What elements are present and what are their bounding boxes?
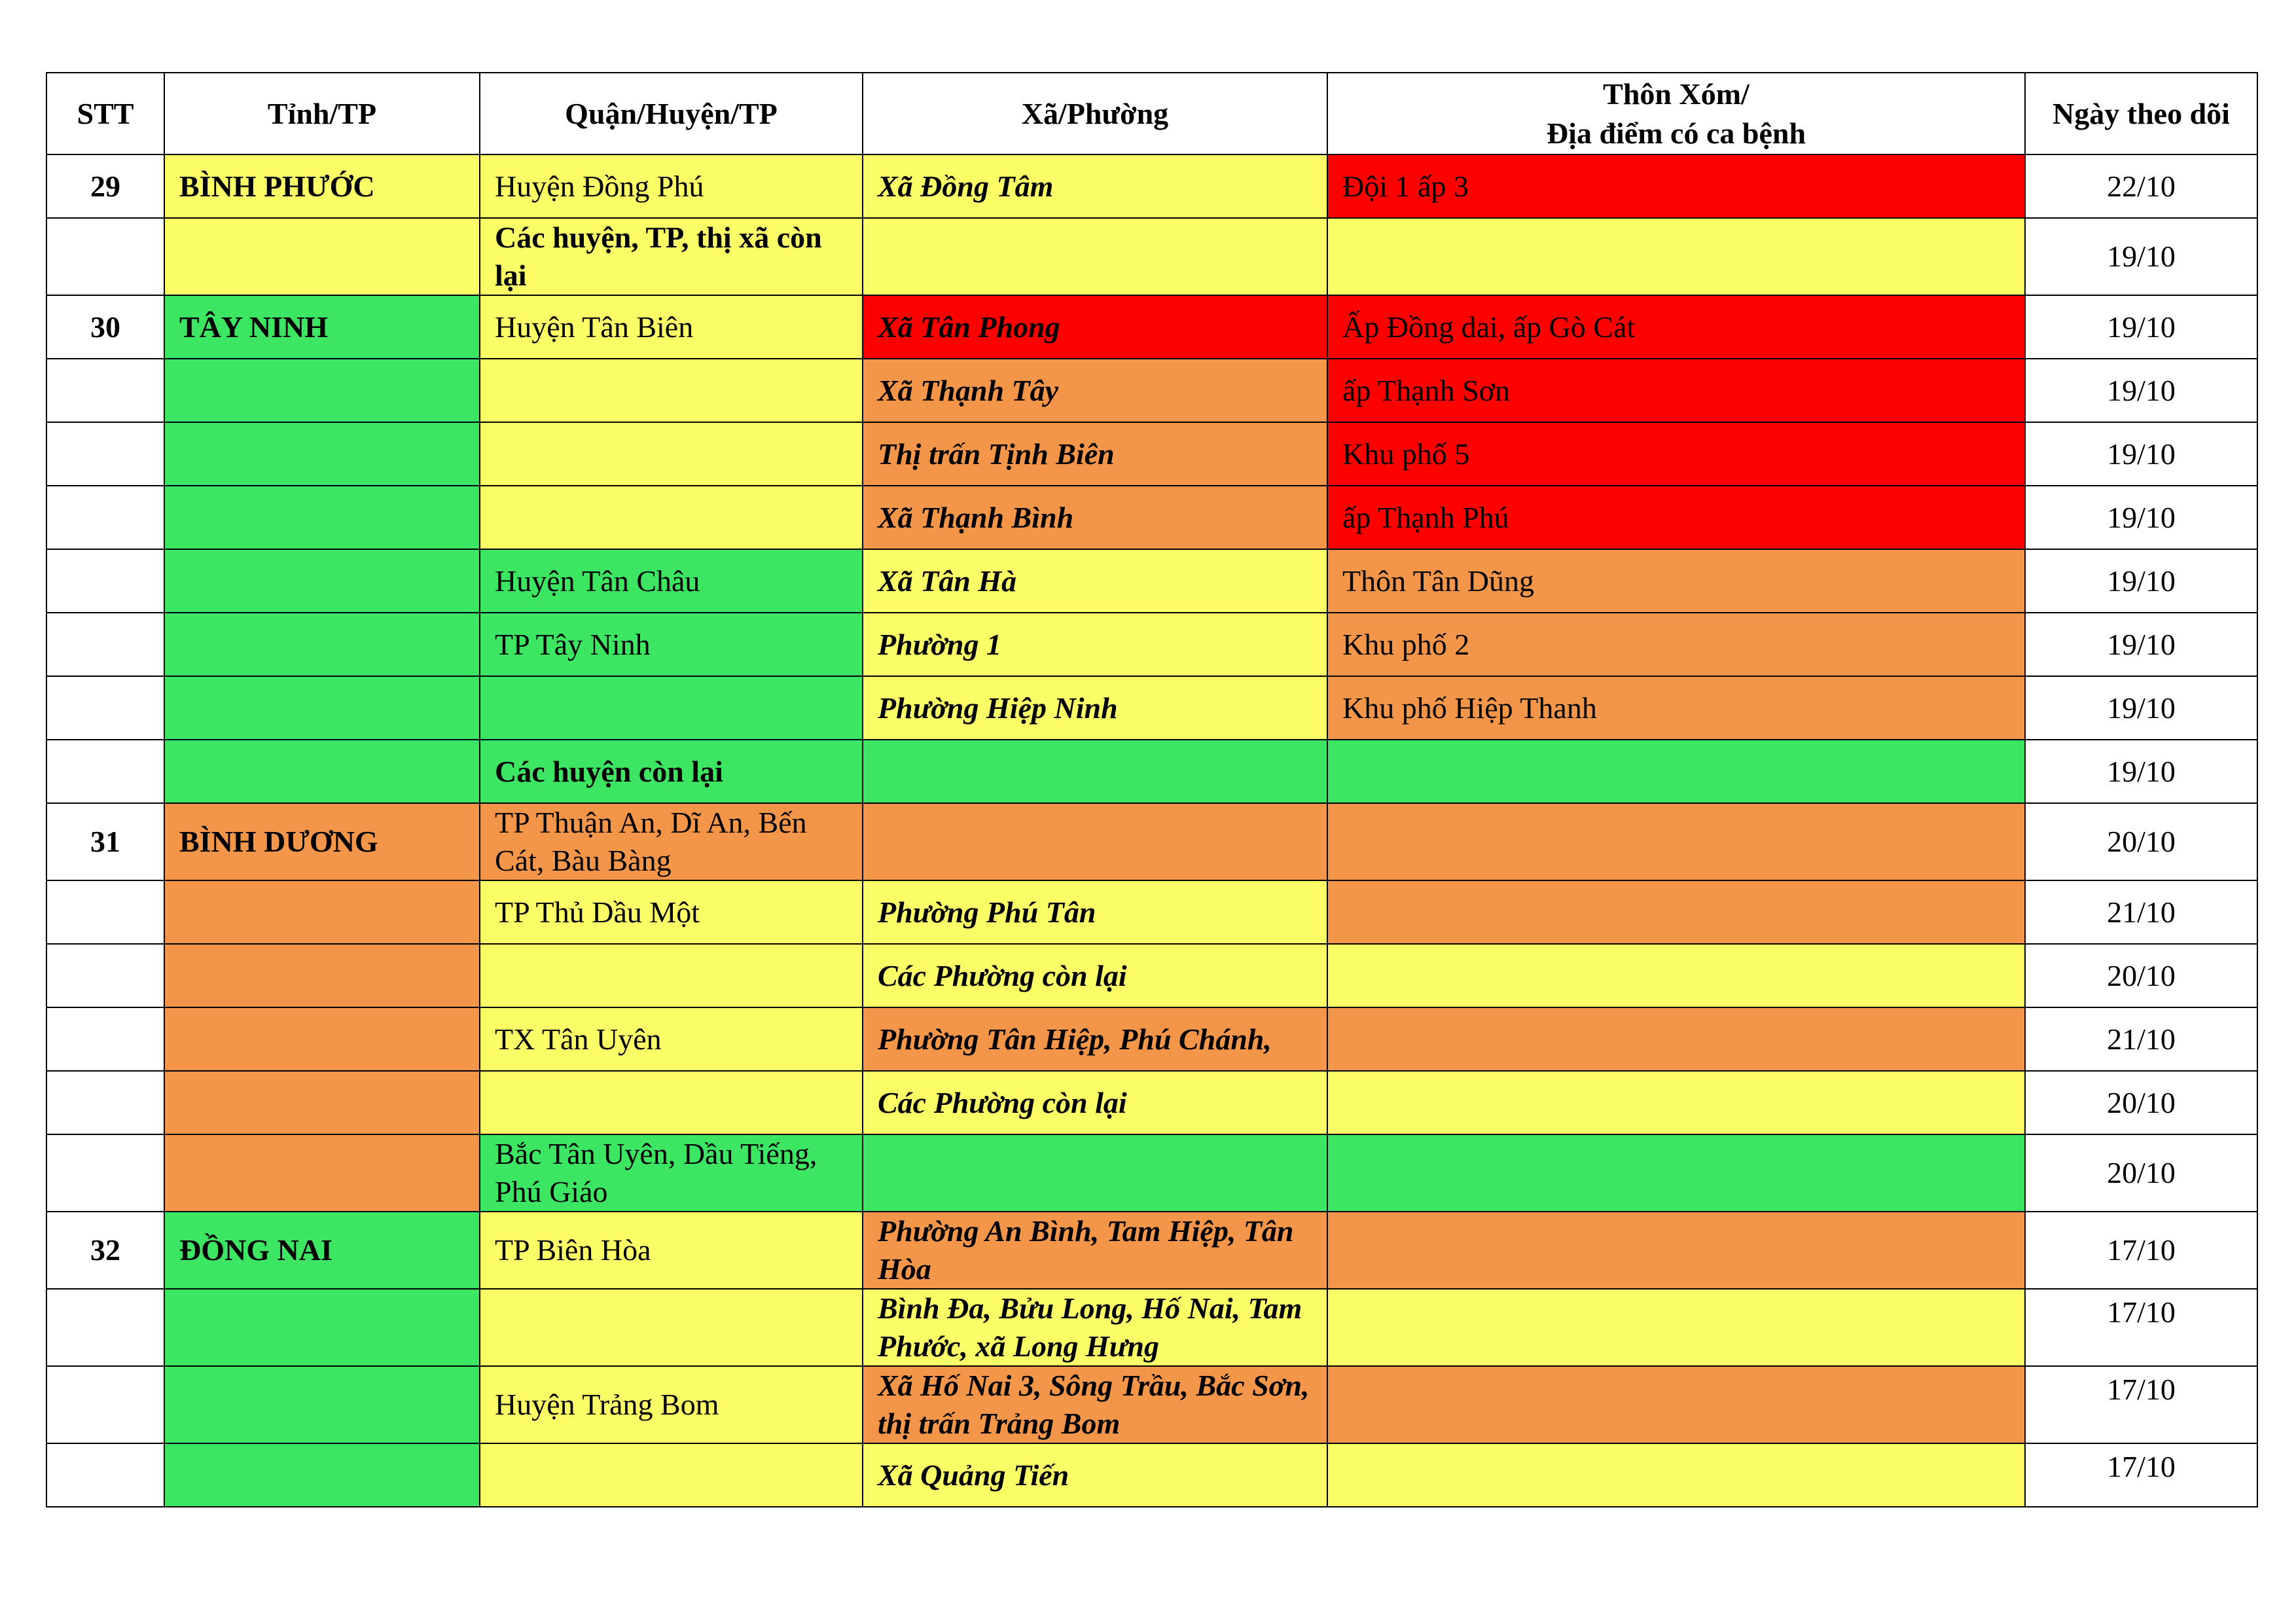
table-row: [46, 613, 2257, 676]
cell-district: TP Biên Hòa: [480, 1212, 863, 1289]
cell-district: TP Thủ Dầu Một: [480, 880, 863, 944]
header-hamlet-line1: Thôn Xóm/: [1603, 77, 1749, 111]
cell-hamlet: [1327, 1134, 2025, 1212]
cell-hamlet: [1327, 1007, 2025, 1071]
cell-province: BÌNH DƯƠNG: [164, 803, 480, 880]
cell-ward: Bình Đa, Bửu Long, Hố Nai, Tam Phước, xã Long Hưng: [863, 1289, 1327, 1366]
table-row: [46, 218, 2257, 295]
cell-stt: 31: [46, 803, 164, 880]
cell-ward: Các Phường còn lại: [863, 1071, 1327, 1134]
cell-ward: [863, 1134, 1327, 1212]
header-district: Quận/Huyện/TP: [480, 73, 863, 154]
cell-ward: Các Phường còn lại: [863, 944, 1327, 1007]
cell-hamlet: Ấp Đồng dai, ấp Gò Cát: [1327, 295, 2025, 359]
cell-stt: [46, 359, 164, 422]
cell-stt: [46, 1366, 164, 1443]
cell-date: 19/10: [2025, 486, 2257, 549]
cell-date: 21/10: [2025, 1007, 2257, 1071]
cell-ward: Xã Hố Nai 3, Sông Trầu, Bắc Sơn, thị trấn Trảng Bom: [863, 1366, 1327, 1443]
cell-hamlet: [1327, 944, 2025, 1007]
cell-date: 21/10: [2025, 880, 2257, 944]
header-ward: Xã/Phường: [863, 73, 1327, 154]
table-row: [46, 676, 2257, 740]
cell-province: [164, 1443, 480, 1507]
cell-province: [164, 1289, 480, 1366]
cell-date: 20/10: [2025, 1071, 2257, 1134]
cell-hamlet: [1327, 1071, 2025, 1134]
cell-ward: Phường Hiệp Ninh: [863, 676, 1327, 740]
cell-district: [480, 1443, 863, 1507]
cell-district: [480, 1071, 863, 1134]
cell-province: BÌNH PHƯỚC: [164, 154, 480, 218]
cell-province: [164, 1071, 480, 1134]
cell-stt: [46, 880, 164, 944]
cell-ward: Phường Phú Tân: [863, 880, 1327, 944]
cell-province: [164, 676, 480, 740]
cell-district: Các huyện, TP, thị xã còn lại: [480, 218, 863, 295]
cell-ward: Thị trấn Tịnh Biên: [863, 422, 1327, 486]
cell-ward: Xã Tân Hà: [863, 549, 1327, 613]
cell-hamlet: [1327, 880, 2025, 944]
cell-hamlet: [1327, 1289, 2025, 1366]
table-row: [46, 154, 2257, 218]
cell-stt: [46, 422, 164, 486]
table-row: [46, 1289, 2257, 1366]
cell-date: 19/10: [2025, 676, 2257, 740]
cell-province: [164, 486, 480, 549]
cell-date: 19/10: [2025, 613, 2257, 676]
cell-stt: 32: [46, 1212, 164, 1289]
cell-ward: [863, 740, 1327, 803]
cell-district: Các huyện còn lại: [480, 740, 863, 803]
cell-hamlet: Khu phố 2: [1327, 613, 2025, 676]
cell-date: 17/10: [2025, 1289, 2257, 1366]
cell-hamlet: [1327, 1366, 2025, 1443]
cell-hamlet: ấp Thạnh Sơn: [1327, 359, 2025, 422]
cell-district: [480, 422, 863, 486]
cell-stt: 30: [46, 295, 164, 359]
cell-province: [164, 613, 480, 676]
cell-ward: Xã Thạnh Tây: [863, 359, 1327, 422]
cell-district: [480, 486, 863, 549]
cell-district: Bắc Tân Uyên, Dầu Tiếng, Phú Giáo: [480, 1134, 863, 1212]
cell-province: [164, 944, 480, 1007]
cell-district: TP Tây Ninh: [480, 613, 863, 676]
cell-ward: [863, 218, 1327, 295]
cell-district: Huyện Đồng Phú: [480, 154, 863, 218]
cell-district: TX Tân Uyên: [480, 1007, 863, 1071]
cell-province: ĐỒNG NAI: [164, 1212, 480, 1289]
header-hamlet-line2: Địa điểm có ca bệnh: [1546, 116, 1806, 150]
cell-date: 17/10: [2025, 1212, 2257, 1289]
cell-ward: Xã Tân Phong: [863, 295, 1327, 359]
cell-stt: [46, 676, 164, 740]
cell-ward: Xã Thạnh Bình: [863, 486, 1327, 549]
cell-stt: [46, 740, 164, 803]
risk-level-table: [46, 72, 2258, 1507]
cell-hamlet: Khu phố 5: [1327, 422, 2025, 486]
cell-district: Huyện Tân Châu: [480, 549, 863, 613]
cell-date: 19/10: [2025, 359, 2257, 422]
header-date: Ngày theo dõi: [2025, 73, 2257, 154]
cell-date: 19/10: [2025, 295, 2257, 359]
cell-ward: Xã Quảng Tiến: [863, 1443, 1327, 1507]
cell-date: 19/10: [2025, 740, 2257, 803]
table-row: [46, 549, 2257, 613]
cell-date: 19/10: [2025, 549, 2257, 613]
header-row: [46, 73, 2257, 154]
header-stt: STT: [46, 73, 164, 154]
cell-province: [164, 880, 480, 944]
table-row: [46, 1007, 2257, 1071]
cell-province: [164, 1366, 480, 1443]
table-row: [46, 422, 2257, 486]
cell-province: [164, 1134, 480, 1212]
cell-district: [480, 1289, 863, 1366]
cell-district: Huyện Trảng Bom: [480, 1366, 863, 1443]
cell-hamlet: Đội 1 ấp 3: [1327, 154, 2025, 218]
table-row: [46, 944, 2257, 1007]
table-row: [46, 740, 2257, 803]
table-row: [46, 1071, 2257, 1134]
table-row: [46, 359, 2257, 422]
cell-hamlet: ấp Thạnh Phú: [1327, 486, 2025, 549]
cell-district: [480, 944, 863, 1007]
cell-district: [480, 359, 863, 422]
cell-hamlet: [1327, 1443, 2025, 1507]
cell-district: [480, 676, 863, 740]
cell-hamlet: [1327, 1212, 2025, 1289]
cell-province: [164, 218, 480, 295]
cell-stt: [46, 1007, 164, 1071]
table-row: [46, 486, 2257, 549]
cell-ward: [863, 803, 1327, 880]
cell-province: [164, 359, 480, 422]
cell-district: TP Thuận An, Dĩ An, Bến Cát, Bàu Bàng: [480, 803, 863, 880]
cell-ward: Phường 1: [863, 613, 1327, 676]
cell-stt: 29: [46, 154, 164, 218]
table-row: [46, 1212, 2257, 1289]
table-row: [46, 1443, 2257, 1507]
cell-stt: [46, 1071, 164, 1134]
cell-stt: [46, 1443, 164, 1507]
cell-province: [164, 422, 480, 486]
table-row: [46, 295, 2257, 359]
cell-date: 22/10: [2025, 154, 2257, 218]
cell-stt: [46, 944, 164, 1007]
cell-date: 17/10: [2025, 1443, 2257, 1507]
cell-stt: [46, 218, 164, 295]
table-row: [46, 803, 2257, 880]
table-row: [46, 1366, 2257, 1443]
cell-province: [164, 549, 480, 613]
cell-hamlet: [1327, 740, 2025, 803]
cell-date: 19/10: [2025, 422, 2257, 486]
cell-stt: [46, 549, 164, 613]
header-hamlet: [1327, 73, 2025, 154]
cell-stt: [46, 613, 164, 676]
cell-province: [164, 740, 480, 803]
header-province: Tỉnh/TP: [164, 73, 480, 154]
cell-hamlet: Khu phố Hiệp Thanh: [1327, 676, 2025, 740]
cell-ward: Phường An Bình, Tam Hiệp, Tân Hòa: [863, 1212, 1327, 1289]
cell-ward: Xã Đồng Tâm: [863, 154, 1327, 218]
cell-date: 20/10: [2025, 944, 2257, 1007]
cell-stt: [46, 486, 164, 549]
cell-hamlet: [1327, 218, 2025, 295]
cell-province: TÂY NINH: [164, 295, 480, 359]
cell-province: [164, 1007, 480, 1071]
table-row: [46, 1134, 2257, 1212]
cell-stt: [46, 1289, 164, 1366]
cell-date: 20/10: [2025, 1134, 2257, 1212]
cell-date: 19/10: [2025, 218, 2257, 295]
cell-date: 17/10: [2025, 1366, 2257, 1443]
cell-hamlet: Thôn Tân Dũng: [1327, 549, 2025, 613]
cell-date: 20/10: [2025, 803, 2257, 880]
cell-ward: Phường Tân Hiệp, Phú Chánh,: [863, 1007, 1327, 1071]
cell-stt: [46, 1134, 164, 1212]
table-row: [46, 880, 2257, 944]
cell-district: Huyện Tân Biên: [480, 295, 863, 359]
cell-hamlet: [1327, 803, 2025, 880]
